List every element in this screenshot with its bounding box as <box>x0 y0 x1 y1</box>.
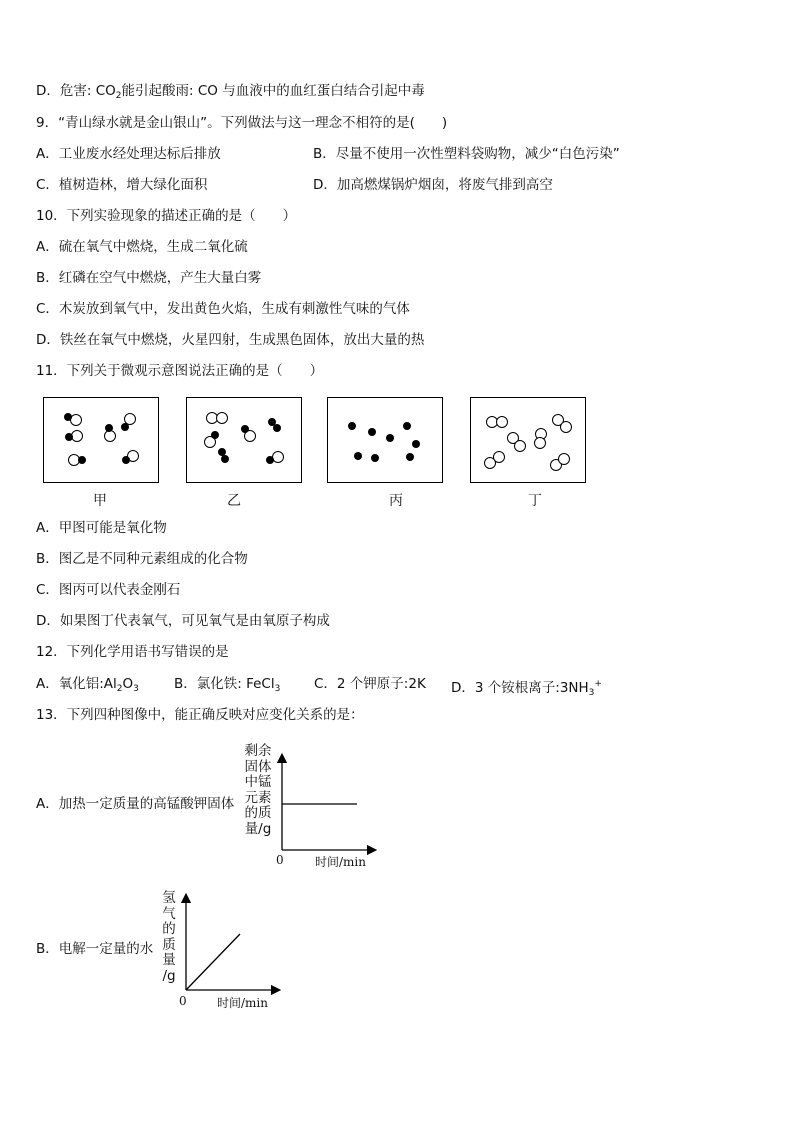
graph-b-x-axis-label: 时间/min <box>217 996 268 1010</box>
particle-diagram-jia <box>43 397 159 483</box>
graph-b-line <box>186 934 240 990</box>
q13-option-b-label: B．电解一定量的水 <box>36 941 154 957</box>
q9-option-c: C．植树造林，增大绿化面积 <box>36 177 208 193</box>
particle-diagram-jia-graphic <box>44 398 160 484</box>
q10-option-c: C．木炭放到氧气中，发出黄色火焰，生成有刺激性气味的气体 <box>36 301 410 317</box>
graph-b-origin: 0 <box>179 994 187 1008</box>
q12-stem: 12．下列化学用语书写错误的是 <box>36 644 229 660</box>
q8-option-d: D．危害: $CO_2$能引起酸雨: CO 与血液中的血红蛋白结合引起中毒 <box>36 83 425 101</box>
q11-option-c: C．图丙可以代表金刚石 <box>36 582 181 598</box>
graph-a-y-axis-label: 剩余 固体 中锰 元素 的质 量/g <box>244 743 272 837</box>
q12-option-c: C．2 个钾原子:2K <box>314 676 426 692</box>
diagram-label-yi: 乙 <box>227 493 241 509</box>
q12-option-d: D．3 个铵根离子$:3NH_3^+$ <box>451 679 602 698</box>
q13-stem: 13．下列四种图像中，能正确反映对应变化关系的是： <box>36 707 364 723</box>
particle-diagram-bing-graphic <box>328 398 444 484</box>
graph-a <box>270 750 380 860</box>
q11-stem: 11．下列关于微观示意图说法正确的是（ ） <box>36 363 324 379</box>
q11-option-b: B．图乙是不同种元素组成的化合物 <box>36 551 248 567</box>
q10-option-d: D．铁丝在氧气中燃烧，火星四射，生成黑色固体，放出大量的热 <box>36 332 425 348</box>
q11-option-a: A．甲图可能是氧化物 <box>36 520 167 536</box>
particle-diagram-ding <box>470 397 586 483</box>
q9-stem: 9．“青山绿水就是金山银山”。下列做法与这一理念不相符的是( ) <box>36 115 448 131</box>
particle-diagram-bing <box>327 397 443 483</box>
graph-a-origin: 0 <box>276 853 284 867</box>
q12-option-b: B．氯化铁: FeCl$_3$ <box>174 676 281 694</box>
particle-diagram-yi <box>186 397 302 483</box>
diagram-label-jia: 甲 <box>93 493 107 509</box>
particle-diagram-ding-graphic <box>471 398 587 484</box>
particle-diagram-yi-graphic <box>187 398 303 484</box>
graph-a-x-axis-label: 时间/min <box>315 855 366 869</box>
q9-option-a: A．工业废水经处理达标后排放 <box>36 146 221 162</box>
diagram-label-ding: 丁 <box>528 493 542 509</box>
q10-option-b: B．红磷在空气中燃烧，产生大量白雾 <box>36 270 262 286</box>
q9-option-b: B．尽量不使用一次性塑料袋购物，减少“白色污染” <box>313 146 620 162</box>
q10-stem: 10．下列实验现象的描述正确的是（ ） <box>36 208 297 224</box>
q12-option-a: A．氧化铝$:Al_2O_3$ <box>36 676 139 694</box>
graph-b <box>174 890 284 996</box>
graph-b-y-axis-label: 氢 气 的 质 量 /g <box>162 890 176 984</box>
diagram-label-bing: 丙 <box>389 493 403 509</box>
q10-option-a: A．硫在氧气中燃烧，生成二氧化硫 <box>36 239 248 255</box>
q13-option-a-label: A．加热一定质量的高锰酸钾固体 <box>36 796 235 812</box>
q11-option-d: D．如果图丁代表氧气，可见氧气是由氧原子构成 <box>36 613 330 629</box>
q9-option-d: D．加高燃煤锅炉烟囱，将废气排到高空 <box>313 177 553 193</box>
